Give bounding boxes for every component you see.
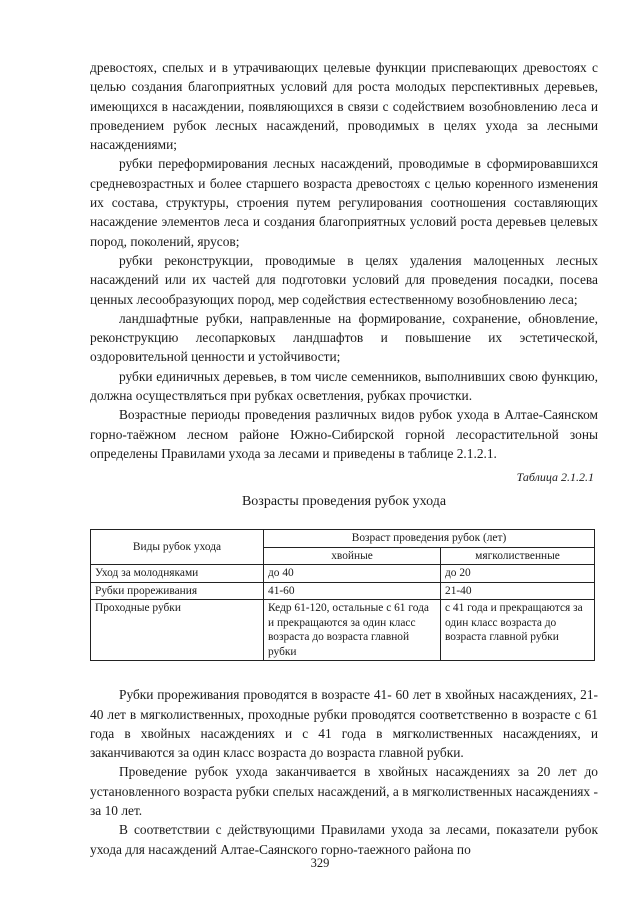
paragraph-landscape-cutting: ландшафтные рубки, направленные на формирование, сохранение, обновление, реконструкцию лесопарковых ландшафтов и повышение их эстетической, оздоровительной ценности и устойчивости; xyxy=(90,310,598,365)
cutting-age-table xyxy=(90,529,595,661)
table-label: Таблица 2.1.2.1 xyxy=(516,470,594,485)
paragraph-rules-indicators: В соответствии с действующими Правилами ухода за лесами, показатели рубок ухода для насаждений Алтае-Саянского горно-таежного района по xyxy=(90,822,598,857)
cell-type: Уход за молодняками xyxy=(91,565,264,583)
cell-deciduous: 21-40 xyxy=(441,582,595,600)
paragraph-cutting-end: Проведение рубок ухода заканчивается в хвойных насаждениях за 20 лет до установленного возраста рубки спелых насаждений, а в мягколиственных насаждениях - за 10 лет. xyxy=(90,764,598,819)
cell-deciduous: с 41 года и прекращаются за один класс возраста до возраста главной рубки xyxy=(441,600,595,661)
table-row xyxy=(91,565,595,583)
cell-type: Проходные рубки xyxy=(91,600,264,661)
cell-conifer: 41-60 xyxy=(264,582,441,600)
paragraph-continuation: древостоях, спелых и в утрачивающих целевые функции приспевающих древостоях с целью создания благоприятных условий для роста молодых перспективных деревьев, имеющихся в насаждении, появляющихся в связи с содействием возобновлению леса и проведением рубок лесных насаждений, проводимых в целях ухода за лесными насаждениями; xyxy=(90,60,598,153)
header-cutting-age: Возраст проведения рубок (лет) xyxy=(264,530,595,548)
table-title: Возрасты проведения рубок ухода xyxy=(241,494,447,510)
document-page xyxy=(90,58,598,859)
paragraph-single-tree-cutting: рубки единичных деревьев, в том числе семенников, выполнивших свою функцию, должна осуществляться при рубках осветления, рубках прочистки. xyxy=(90,368,598,404)
table-header-row xyxy=(91,530,595,548)
cell-conifer: до 40 xyxy=(264,565,441,583)
table-row xyxy=(91,600,595,661)
paragraph-reformation-cutting: рубки переформирования лесных насаждений, проводимые в сформировавшихся средневозрастных и более старшего возраста древостоях с целью коренного изменения их состава, структуры, строения путем регулирования соотношения составляющих насаждение элементов леса и создания благоприятных условий роста деревьев целевых пород, поколений, ярусов; xyxy=(90,156,598,249)
table-row xyxy=(91,582,595,600)
page-number: 329 xyxy=(310,856,330,870)
header-conifer: хвойные xyxy=(264,547,441,565)
paragraph-reconstruction-cutting: рубки реконструкции, проводимые в целях удаления малоценных лесных насаждений или их частей для подготовки условий для проведения посадки, посева ценных лесообразующих пород, мер содействия естественному возобновлению леса; xyxy=(90,252,598,307)
paragraph-thinning-ages: Рубки прореживания проводятся в возрасте 41- 60 лет в хвойных насаждениях, 21- 40 лет в мягколиственных, проходные рубки проводятся соответственно в возрасте с 61 года в хвойных насаждениях и с 41 года в мягколиственных насаждениях, и заканчиваются за один класс возраста до возраста главной рубки. xyxy=(90,687,598,761)
header-cutting-type: Виды рубок ухода xyxy=(91,530,264,565)
header-deciduous: мягколиственные xyxy=(441,547,595,565)
paragraph-age-periods: Возрастные периоды проведения различных видов рубок ухода в Алтае-Саянском горно-таёжном лесном районе Южно-Сибирской горной лесорастительной зоны определены Правилами ухода за лесами и приведены в таблице 2.1.2.1. xyxy=(90,407,598,461)
cell-deciduous: до 20 xyxy=(441,565,595,583)
cell-conifer: Кедр 61-120, остальные с 61 года и прекращаются за один класс возраста до возраста главной рубки xyxy=(264,600,441,661)
cell-type: Рубки прореживания xyxy=(91,582,264,600)
